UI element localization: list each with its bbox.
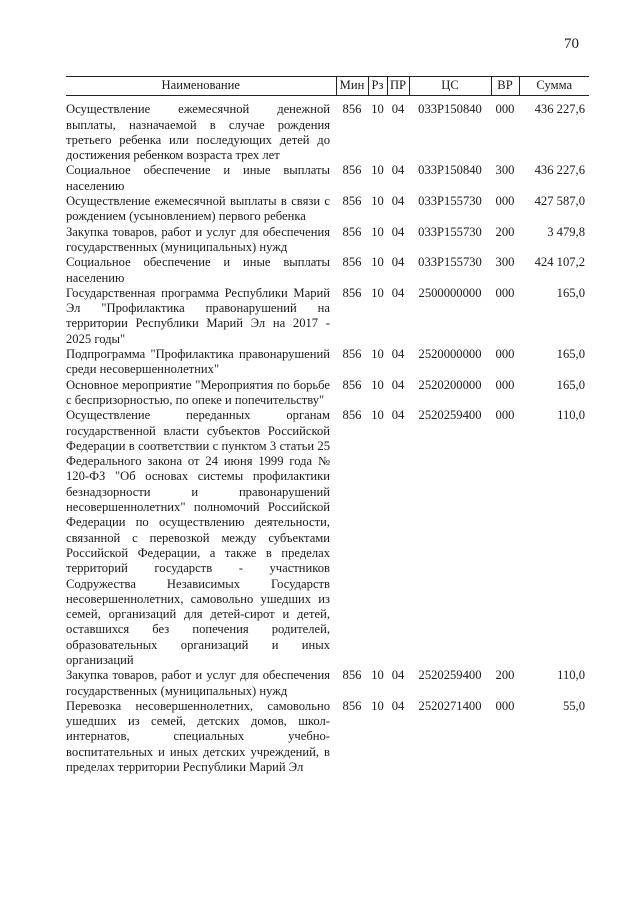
row-pr: 04 [391,408,405,423]
table-row [66,255,589,286]
row-name: Перевозка несовершеннолетних, самовольно ушедших из семей, детских домов, школ-интернатов, специальных учебно-воспитательных и иных детских учреждений, в пределах территории Республики Марий Эл [66,698,330,775]
row-cs: 033P150840 [418,102,482,117]
row-rz: 10 [371,102,384,117]
row-name: Подпрограмма "Профилактика правонарушений среди несовершеннолетних" [66,347,330,377]
row-vr: 000 [495,698,515,713]
row-pr: 04 [391,698,405,713]
row-min: 856 [342,377,362,392]
row-rz: 10 [371,698,384,713]
row-cs: 2520200000 [418,377,482,392]
table-row [66,225,589,256]
row-sum: 55,0 [562,698,585,713]
row-rz: 10 [371,408,384,423]
header-cs: ЦС [409,77,491,96]
row-cs: 2520000000 [418,347,482,362]
row-cs: 033P155730 [418,194,482,209]
row-pr: 04 [391,102,405,117]
table-row [66,378,589,409]
row-vr: 000 [495,194,515,209]
table-header-row [66,77,589,96]
row-name: Закупка товаров, работ и услуг для обеспечения государственных (муниципальных) нужд [66,668,330,698]
row-vr: 300 [495,163,515,178]
row-sum: 436 227,6 [534,102,585,117]
table-row [66,194,589,225]
row-min: 856 [342,668,362,683]
row-cs: 2520259400 [418,408,482,423]
row-vr: 200 [495,224,515,239]
row-pr: 04 [391,377,405,392]
header-min: Мин [336,77,368,96]
row-sum: 427 587,0 [534,194,585,209]
header-vr: ВР [491,77,519,96]
row-pr: 04 [391,347,405,362]
row-vr: 000 [495,408,515,423]
row-vr: 000 [495,285,515,300]
row-min: 856 [342,698,362,713]
row-rz: 10 [371,163,384,178]
row-min: 856 [342,194,362,209]
row-sum: 3 479,8 [547,224,585,239]
table-row [66,668,589,699]
row-pr: 04 [391,285,405,300]
row-min: 856 [342,102,362,117]
row-rz: 10 [371,285,384,300]
row-vr: 000 [495,347,515,362]
row-sum: 110,0 [557,668,585,683]
row-cs: 033P155730 [418,255,482,270]
row-pr: 04 [391,255,405,270]
row-name: Осуществление ежемесячной денежной выплаты, назначаемой в случае рождения третьего ребенка или последующих детей до достижения ребенком возраста трех лет [66,102,330,163]
row-pr: 04 [391,163,405,178]
table-row [66,163,589,194]
row-vr: 200 [495,668,515,683]
budget-table [66,76,589,775]
row-vr: 300 [495,255,515,270]
header-pr: ПР [387,77,409,96]
header-name: Наименование [66,77,336,96]
row-vr: 000 [495,377,515,392]
row-sum: 165,0 [556,377,585,392]
table-row [66,347,589,378]
row-name: Социальное обеспечение и иные выплаты населению [66,163,330,193]
row-pr: 04 [391,668,405,683]
row-name: Социальное обеспечение и иные выплаты населению [66,255,330,285]
row-min: 856 [342,408,362,423]
row-pr: 04 [391,224,405,239]
row-rz: 10 [371,224,384,239]
page-number: 70 [564,36,579,52]
row-cs: 033P150840 [418,163,482,178]
table-row [66,408,589,668]
row-name: Государственная программа Республики Марий Эл "Профилактика правонарушений на территории Республики Марий Эл на 2017 - 2025 годы" [66,285,330,346]
table-row [66,699,589,775]
table-row [66,286,589,347]
row-pr: 04 [391,194,405,209]
row-sum: 110,0 [557,408,585,423]
row-min: 856 [342,224,362,239]
row-min: 856 [342,285,362,300]
row-rz: 10 [371,347,384,362]
row-sum: 165,0 [556,347,585,362]
row-min: 856 [342,255,362,270]
row-rz: 10 [371,194,384,209]
row-cs: 2520259400 [418,668,482,683]
table-row [66,96,589,164]
row-sum: 436 227,6 [534,163,585,178]
row-sum: 165,0 [556,285,585,300]
row-rz: 10 [371,255,384,270]
row-name: Основное мероприятие "Мероприятия по борьбе с беспризорностью, по опеке и попечительству" [66,377,330,407]
header-rz: Рз [368,77,387,96]
row-vr: 000 [495,102,515,117]
row-sum: 424 107,2 [534,255,585,270]
row-rz: 10 [371,377,384,392]
row-cs: 2500000000 [418,285,482,300]
row-name: Закупка товаров, работ и услуг для обеспечения государственных (муниципальных) нужд [66,224,330,254]
row-cs: 033P155730 [418,224,482,239]
row-name: Осуществление переданных органам государственной власти субъектов Российской Федерации в соответствии с пунктом 3 статьи 25 Федерального закона от 24 июня 1999 года № 120-ФЗ "Об основах системы профилактики безнадзорности и правонарушений несовершеннолетних" полномочий Российской Федерации по осуществлению деятельности, связанной с перевозкой между субъектами Российской Федерации, а также в пределах территорий государств - участников Содружества Независимых Государств несовершеннолетних, самовольно ушедших из семей, организаций для детей-сирот и детей, оставшихся без попечения родителей, образовательных организаций и иных организаций [66,408,330,667]
row-rz: 10 [371,668,384,683]
row-name: Осуществление ежемесячной выплаты в связи с рождением (усыновлением) первого ребенка [66,194,330,224]
row-cs: 2520271400 [418,698,482,713]
header-sum: Сумма [519,77,589,96]
row-min: 856 [342,347,362,362]
row-min: 856 [342,163,362,178]
